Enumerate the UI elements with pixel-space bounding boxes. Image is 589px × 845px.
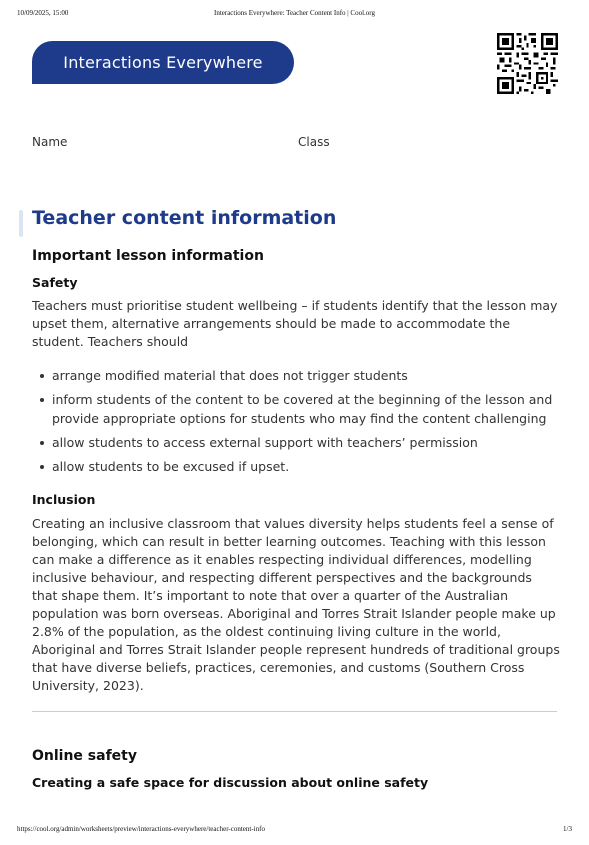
banner-title: Interactions Everywhere	[63, 53, 263, 72]
online-safety-subheading: Creating a safe space for discussion about online safety	[32, 775, 429, 790]
lesson-title-banner	[32, 41, 294, 84]
list-item	[32, 390, 560, 428]
print-page-title: Interactions Everywhere: Teacher Content Info | Cool.org	[213, 9, 376, 17]
name-field-label: Name	[32, 135, 68, 149]
list-item-text: arrange modified material that does not trigger students	[52, 368, 408, 383]
bullet-dot	[40, 374, 44, 378]
inclusion-text: Creating an inclusive classroom that values diversity helps students feel a sense of belonging, which can result in better learning outcomes. Teaching with this lesson can make a difference as it enables respecting individual differences, modelling inclusive behaviour, and respecting different perspectives and the backgrounds that shape them. It’s important to note that over a quarter of the Australian population was born overseas. Aboriginal and Torres Strait Islander people make up 2.8% of the population, as the oldest continuing living culture in the world, Aboriginal and Torres Strait Islander people represent hundreds of traditional groups that have diverse beliefs, practices, ceremonies, and customs (Southern Cross University, 2023).	[32, 516, 560, 693]
safety-intro: Teachers must prioritise student wellbeing – if students identify that the lesson may upset them, alternative arrangements should be made to accommodate the student. Teachers should	[32, 298, 558, 349]
qr-code-icon	[497, 33, 558, 94]
bullet-dot	[40, 441, 44, 445]
section-accent-bar	[19, 210, 23, 237]
section-divider	[32, 711, 557, 712]
list-item	[32, 457, 560, 476]
safety-bullet-list	[32, 366, 560, 481]
important-lesson-info-heading: Important lesson information	[32, 248, 264, 264]
print-url: https://cool.org/admin/worksheets/preview/interactions-everywhere/teacher-content-info	[17, 825, 265, 833]
print-datetime: 10/09/2025, 15:00	[17, 9, 69, 17]
list-item-text: inform students of the content to be covered at the beginning of the lesson and provide appropriate options for students who may find the content challenging	[52, 392, 553, 426]
online-safety-heading: Online safety	[32, 748, 137, 764]
list-item	[32, 366, 560, 385]
bullet-dot	[40, 398, 44, 402]
page-number: 1/3	[563, 825, 572, 833]
inclusion-heading: Inclusion	[32, 492, 96, 507]
page-title: Teacher content information	[32, 207, 337, 229]
list-item	[32, 433, 560, 452]
class-field-label: Class	[298, 135, 330, 149]
bullet-dot	[40, 465, 44, 469]
list-item-text: allow students to access external support with teachers’ permission	[52, 435, 478, 450]
list-item-text: allow students to be excused if upset.	[52, 459, 290, 474]
safety-heading: Safety	[32, 275, 78, 290]
